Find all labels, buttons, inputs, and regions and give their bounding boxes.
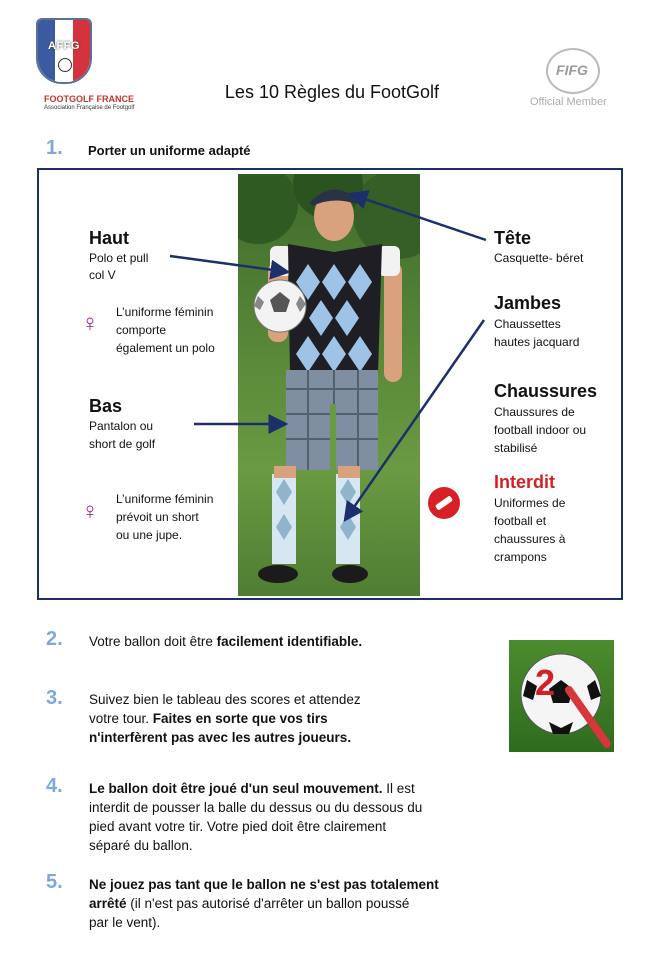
label-interdit-text-1: Uniformes de	[494, 496, 566, 510]
label-chaussures-text-3: stabilisé	[494, 441, 538, 455]
rule-number-1: 1.	[46, 137, 63, 159]
affg-logo-abbr: AFFG	[48, 40, 80, 52]
rule-number-4: 4.	[46, 775, 63, 797]
label-chaussures-text-1: Chaussures de	[494, 405, 575, 419]
rule-2-text-b: facilement identifiable.	[216, 634, 363, 649]
rule-5-line-2	[89, 895, 409, 913]
label-fem1-line-3: également un polo	[116, 341, 215, 355]
label-bas-text-1: Pantalon ou	[89, 419, 154, 433]
label-interdit-text-4: crampons	[494, 550, 547, 564]
label-bas-title: Bas	[89, 396, 123, 416]
rule-5-line-1: Ne jouez pas tant que le ballon ne s'est pas totalement	[89, 877, 439, 892]
label-jambes-text-1: Chaussettes	[494, 317, 561, 331]
rule-4-line-2: interdit de pousser la balle du dessus ou du dessous du	[89, 800, 423, 815]
arrow-haut	[170, 256, 288, 272]
rule-4-line-1-b: Il est	[382, 781, 415, 796]
female-icon: ♀	[81, 310, 99, 337]
rule-3-line-2	[89, 710, 328, 728]
label-tete-title: Tête	[494, 228, 532, 248]
rule-2-text	[89, 633, 362, 651]
label-fem2-line-1: L’uniforme féminin	[116, 492, 214, 506]
label-interdit-text-2: football et	[494, 514, 547, 528]
ball-mark-number: 2	[535, 662, 556, 703]
label-bas-text-2: short de golf	[89, 437, 156, 451]
rule-4-line-1	[89, 780, 415, 798]
rule-4-line-3: pied avant votre tir. Votre pied doit être clairement	[89, 819, 387, 834]
ball-image	[509, 640, 614, 752]
label-haut-text-2: col V	[89, 268, 116, 282]
label-fem2-line-2: prévoit un short	[116, 510, 199, 524]
label-haut-text-1: Polo et pull	[89, 251, 149, 265]
label-tete-text: Casquette- béret	[494, 251, 584, 265]
rule-1-title: Porter un uniforme adapté	[88, 143, 251, 158]
arrow-tete	[350, 194, 486, 240]
rule-3-line-2-b: Faites en sorte que vos tirs	[152, 711, 328, 726]
label-haut-title: Haut	[89, 228, 129, 248]
rule-3-line-2-a: votre tour.	[89, 711, 153, 726]
fifg-logo-abbr: FIFG	[556, 62, 588, 78]
rule-3-line-3: n'interfèrent pas avec les autres joueurs.	[89, 730, 352, 745]
label-fem2-line-3: ou une jupe.	[116, 528, 183, 542]
label-chaussures-text-2: football indoor ou	[494, 423, 587, 437]
label-jambes-title: Jambes	[494, 293, 562, 313]
arrow-jambes	[345, 320, 484, 520]
affg-logo-name: FOOTGOLF FRANCE	[44, 94, 134, 104]
label-fem1-line-1: L’uniforme féminin	[116, 305, 214, 319]
affg-logo-sub: Association Française de Footgolf	[44, 105, 135, 111]
rule-number-2: 2.	[46, 628, 63, 650]
rule-3-line-1: Suivez bien le tableau des scores et attendez	[89, 692, 361, 707]
label-fem1-line-2: comporte	[116, 323, 167, 337]
rule-5-line-2-a: arrêté	[89, 896, 127, 911]
rule-number-5: 5.	[46, 871, 63, 893]
label-chaussures-title: Chaussures	[494, 381, 598, 401]
fifg-logo-sub: Official Member	[530, 96, 607, 108]
female-icon: ♀	[81, 498, 99, 525]
rule-4-line-1-a: Le ballon doit être joué d'un seul mouvement.	[89, 781, 383, 796]
rule-2-text-a: Votre ballon doit être	[89, 634, 217, 649]
rule-number-3: 3.	[46, 687, 63, 709]
rule-5-line-3: par le vent).	[89, 915, 161, 930]
rule-5-line-2-b: (il n'est pas autorisé d'arrêter un ballon poussé	[126, 896, 410, 911]
label-jambes-text-2: hautes jacquard	[494, 335, 580, 349]
rule-4-line-4: séparé du ballon.	[89, 838, 193, 853]
label-interdit-text-3: chaussures à	[494, 532, 566, 546]
label-interdit-title: Interdit	[494, 472, 555, 492]
page-title: Les 10 Règles du FootGolf	[224, 82, 440, 102]
